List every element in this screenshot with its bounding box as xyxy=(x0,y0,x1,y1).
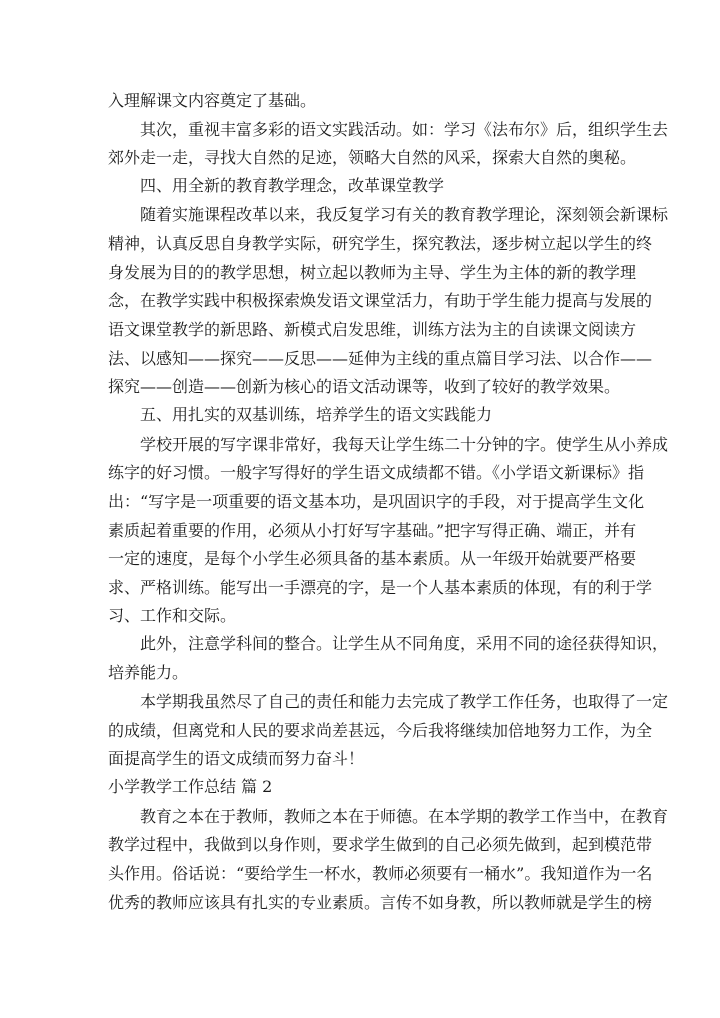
text-line: 的成绩，但离党和人民的要求尚差甚远，今后我将继续加倍地努力工作，为全 xyxy=(108,721,653,740)
text-line: 念，在教学实践中积极探索焕发语文课堂活力，有助于学生能力提高与发展的 xyxy=(108,291,653,310)
text-line: 求、严格训练。能写出一手漂亮的字，是一个人基本素质的体现，有的利于学 xyxy=(108,578,653,597)
text-line: 本学期我虽然尽了自己的责任和能力去完成了教学工作任务，也取得了一定 xyxy=(140,692,669,711)
text-line: 出：“写字是一项重要的语文基本功，是巩固识字的手段，对于提高学生文化 xyxy=(108,492,645,511)
text-line: 练字的好习惯。一般字写得好的学生语文成绩都不错。《小学语文新课标》指 xyxy=(108,463,645,482)
text-line: 面提高学生的语文成绩而努力奋斗！ xyxy=(108,749,365,768)
text-line: 习、工作和交际。 xyxy=(108,606,237,625)
text-line: 培养能力。 xyxy=(108,663,189,682)
text-line: 法、以感知——探究——反思——延伸为主线的重点篇目学习法、以合作—— xyxy=(108,349,653,368)
text-line: 其次，重视丰富多彩的语文实践活动。如：学习《法布尔》后，组织学生去 xyxy=(140,120,669,139)
text-line: 此外，注意学科间的整合。让学生从不同角度，采用不同的途径获得知识， xyxy=(140,634,669,653)
text-line: 郊外走一走，寻找大自然的足迹，领略大自然的风采，探索大自然的奥秘。 xyxy=(108,148,637,167)
text-line: 教育之本在于教师，教师之本在于师德。在本学期的教学工作当中，在教育 xyxy=(140,807,669,826)
text-line: 精神，认真反思自身教学实际，研究学生，探究教法，逐步树立起以学生的终 xyxy=(108,234,653,253)
section-heading: 五、用扎实的双基训练，培养学生的语文实践能力 xyxy=(140,405,493,424)
text-line: 学校开展的写字课非常好，我每天让学生练二十分钟的字。使学生从小养成 xyxy=(140,435,669,454)
text-line: 优秀的教师应该具有扎实的专业素质。言传不如身教，所以教师就是学生的榜 xyxy=(108,893,653,912)
text-line: 探究——创造——创新为核心的语文活动课等，收到了较好的教学效果。 xyxy=(108,377,621,396)
text-line: 素质起着重要的作用，必须从小打好写字基础。”把字写得正确、端正，并有 xyxy=(108,521,637,540)
text-line: 随着实施课程改革以来，我反复学习有关的教育教学理论，深刻领会新课标 xyxy=(140,205,669,224)
text-line: 头作用。俗话说：“要给学生一杯水，教师必须要有一桶水”。我知道作为一名 xyxy=(108,864,653,883)
section-title: 小学教学工作总结 篇 2 xyxy=(108,777,273,796)
text-line: 一定的速度，是每个小学生必须具备的基本素质。从一年级开始就要严格要 xyxy=(108,549,637,568)
text-line: 语文课堂教学的新思路、新模式启发思维，训练方法为主的自读课文阅读方 xyxy=(108,320,637,339)
text-line: 教学过程中，我做到以身作则，要求学生做到的自己必须先做到，起到模范带 xyxy=(108,835,653,854)
section-heading: 四、用全新的教育教学理念，改革课堂教学 xyxy=(140,176,445,195)
text-line: 身发展为目的的教学思想，树立起以教师为主导、学生为主体的新的教学理 xyxy=(108,263,637,282)
text-line: 入理解课文内容奠定了基础。 xyxy=(108,91,317,110)
